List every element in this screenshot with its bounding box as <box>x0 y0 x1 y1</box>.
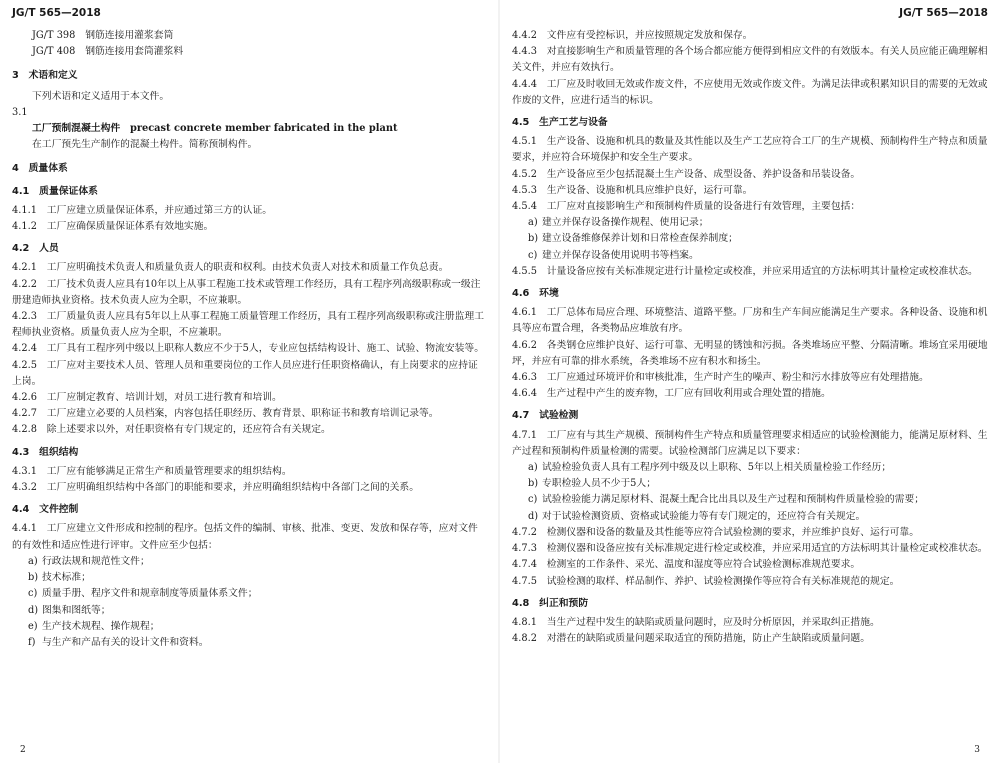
normative-ref: JG/T 408 钢筋连接用套筒灌浆料 <box>32 46 184 58</box>
paragraph: 4.7.3 检测仪器和设备应按有关标准规定进行检定或校准，并应采用适宜的方法标明其计量检定或校准状态。 <box>512 543 988 555</box>
paragraph: 4.6.1 工厂总体布局应合理、环境整洁、道路平整。厂房和生产车间应能满足生产要求。各种设备、设施和机具等应布置合理，各类物品应堆放有序。 <box>512 307 988 335</box>
list-text: 与生产和产品有关的设计文件和资料。 <box>42 636 209 648</box>
paragraph: 4.7.2 检测仪器和设备的数量及其性能等应符合试验检测的要求，并应维护良好、运行可靠。 <box>512 526 920 538</box>
list-letter: b) <box>528 233 539 245</box>
list-text: 建立设备维修保养计划和日常检查保养制度； <box>542 233 738 245</box>
paragraph: 4.5.1 生产设备、设施和机具的数量及其性能以及生产工艺应符合工厂的生产规模、预制构件生产特点和质量要求，并应符合环境保护和安全生产要求。 <box>512 136 988 164</box>
list-item <box>512 248 988 264</box>
section-heading-4-2: 4.2 人员 <box>12 243 59 255</box>
list-item <box>12 619 486 635</box>
paragraph: 4.2.3 工厂质量负责人应具有5年以上从事工程施工质量管理工作经历，具有工程序列高级职称或注册监理工程师执业资格。质量负责人应为全职，不应兼职。 <box>12 311 485 339</box>
paragraph: 下列术语和定义适用于本文件。 <box>32 90 170 102</box>
list-item <box>512 509 988 525</box>
paragraph: 4.5.5 计量设备应按有关标准规定进行计量检定或校准，并应采用适宜的方法标明其计量检定或校准状态。 <box>512 265 978 277</box>
list-text: 生产技术规程、操作规程； <box>42 620 160 632</box>
list-letter: b) <box>528 478 539 490</box>
normative-ref: JG/T 398 钢筋连接用灌浆套筒 <box>32 30 174 41</box>
paragraph: 4.2.5 工厂应对主要技术人员、管理人员和重要岗位的工作人员应进行任职资格确认，有上岗要求的应持证上岗。 <box>12 359 478 387</box>
list-text: 图集和图纸等； <box>42 604 111 616</box>
section-heading-4-5: 4.5 生产工艺与设备 <box>512 117 608 129</box>
right-header: JG/T 565—2018 <box>899 7 988 19</box>
paragraph: 4.8.2 对潜在的缺陷或质量问题采取适宜的预防措施，防止产生缺陷或质量问题。 <box>512 633 871 645</box>
paragraph: 4.8.1 当生产过程中发生的缺陷或质量问题时，应及时分析原因，并采取纠正措施。 <box>512 616 880 628</box>
section-heading-4-1: 4.1 质量保证体系 <box>12 185 98 197</box>
paragraph: 4.6.4 生产过程中产生的废弃物，工厂应有回收利用或合理处置的措施。 <box>512 388 831 400</box>
paragraph: 4.1.1 工厂应建立质量保证体系，并应通过第三方的认证。 <box>12 204 273 216</box>
section-heading-4-8: 4.8 纠正和预防 <box>512 597 589 609</box>
list-letter: b) <box>28 572 39 584</box>
paragraph: 4.3.1 工厂应有能够满足正常生产和质量管理要求的组织结构。 <box>12 465 292 477</box>
paragraph: 4.2.4 工厂具有工程序列中级以上职称人数应不少于5人，专业应包括结构设计、施工、试验、物流安装等。 <box>12 343 485 355</box>
paragraph: 4.4.1 工厂应建立文件形成和控制的程序。包括文件的编制、审核、批准、变更、发放和保存等，应对文件的有效性和适应性进行评审。文件应至少包括： <box>12 523 478 551</box>
term-definition: 在工厂预先生产制作的混凝土构件。简称预制构件。 <box>32 139 258 151</box>
paragraph: 4.7.5 试验检测的取样、样品制作、养护、试验检测操作等应符合有关标准规范的规定。 <box>512 575 900 587</box>
list-letter: f) <box>28 636 36 648</box>
left-page-number: 2 <box>20 745 26 755</box>
section-heading-4-3: 4.3 组织结构 <box>12 446 79 458</box>
list-text: 建立并保存设备操作规程、使用记录； <box>542 217 709 229</box>
list-item <box>12 570 486 586</box>
paragraph: 4.2.6 工厂应制定教育、培训计划，对员工进行教育和培训。 <box>12 392 282 404</box>
list-item <box>512 231 988 247</box>
list-letter: a) <box>28 555 38 567</box>
paragraph: 4.7.4 检测室的工作条件、采光、温度和湿度等应符合试验检测标准规范要求。 <box>512 559 861 571</box>
section-heading-4: 4 质量体系 <box>12 163 68 175</box>
section-heading-3: 3 术语和定义 <box>12 70 78 82</box>
list-text: 行政法规和规范性文件； <box>42 555 150 567</box>
paragraph: 4.4.2 文件应有受控标识，并应按照规定发放和保存。 <box>512 30 753 41</box>
paragraph: 4.2.1 工厂应明确技术负责人和质量负责人的职责和权利。由技术负责人对技术和质量工作负总责。 <box>12 262 449 274</box>
list-letter: c) <box>28 588 38 600</box>
list-text: 技术标准； <box>42 572 91 584</box>
paragraph: 4.1.2 工厂应确保质量保证体系有效地实施。 <box>12 221 214 233</box>
list-item <box>12 603 486 619</box>
list-text: 试验检验能力满足原材料、混凝土配合比出具以及生产过程和预制构件质量检验的需要； <box>542 494 925 506</box>
list-item <box>12 586 486 602</box>
paragraph: 4.6.2 各类钢仓应维护良好、运行可靠、无明显的锈蚀和污损。各类堆场应平整、分隔清晰。堆场宜采用硬地坪，并应有可靠的排水系统，各类堆场不应有积水和扬尘。 <box>512 339 988 367</box>
section-heading-4-6: 4.6 环境 <box>512 288 559 300</box>
list-letter: e) <box>28 620 38 632</box>
list-letter: c) <box>528 249 538 261</box>
list-item <box>512 492 988 508</box>
list-letter: a) <box>528 217 538 229</box>
list-letter: c) <box>528 494 538 506</box>
list-text: 建立并保存设备使用说明书等档案。 <box>542 249 699 261</box>
list-letter: d) <box>28 604 39 616</box>
list-item <box>12 635 486 651</box>
list-text: 专职检验人员不少于5人； <box>542 478 656 490</box>
paragraph: 4.2.7 工厂应建立必要的人员档案，内容包括任职经历、教育背景、职称证书和教育培训记录等。 <box>12 408 439 420</box>
paragraph: 4.7.1 工厂应有与其生产规模、预制构件生产特点和质量管理要求相适应的试验检测能力，能满足原材料、生产过程和预制构件质量检测的需要。试验检测部门应满足以下要求： <box>512 429 988 457</box>
paragraph: 4.5.2 生产设备应至少包括混凝土生产设备、成型设备、养护设备和吊装设备。 <box>512 168 861 180</box>
list-text: 对于试验检测资质、资格或试验能力等有专门规定的，还应符合有关规定。 <box>542 510 866 522</box>
section-heading-4-4: 4.4 文件控制 <box>12 504 79 516</box>
list-item <box>12 554 486 570</box>
list-letter: a) <box>528 462 538 474</box>
list-item <box>512 476 988 492</box>
list-letter: d) <box>528 510 539 522</box>
paragraph: 4.5.4 工厂应对直接影响生产和预制构件质量的设备进行有效管理，主要包括： <box>512 201 861 213</box>
list-text: 质量手册、程序文件和规章制度等质量体系文件； <box>42 588 258 600</box>
list-item <box>512 215 988 231</box>
list-item <box>512 460 988 476</box>
paragraph: 4.4.3 对直接影响生产和质量管理的各个场合都应能方便得到相应文件的有效版本。有关人员应能正确理解相关文件，并应有效执行。 <box>512 46 988 74</box>
section-heading-4-7: 4.7 试验检测 <box>512 410 579 422</box>
paragraph: 4.6.3 工厂应通过环境评价和审核批准，生产时产生的噪声、粉尘和污水排放等应有处理措施。 <box>512 372 929 384</box>
paragraph: 4.2.2 工厂技术负责人应具有10年以上从事工程施工技术或管理工作经历，具有工程序列高级职称或一级注册建造师执业资格。技术负责人应为全职，不应兼职。 <box>12 278 481 306</box>
term-number: 3.1 <box>12 106 28 118</box>
list-text: 试验检验负责人具有工程序列中级及以上职称、5年以上相关质量检验工作经历； <box>542 462 892 474</box>
right-content <box>512 28 988 647</box>
paragraph: 4.4.4 工厂应及时收回无效或作废文件，不应使用无效或作废文件。为满足法律或积累知识目的需要的无效或作废的文件，应进行适当的标识。 <box>512 78 988 106</box>
right-page-number: 3 <box>974 745 980 755</box>
left-header: JG/T 565—2018 <box>12 7 101 19</box>
paragraph: 4.5.3 生产设备、设施和机具应维护良好，运行可靠。 <box>512 184 753 196</box>
left-content <box>12 28 486 651</box>
paragraph: 4.2.8 除上述要求以外，对任职资格有专门规定的，还应符合有关规定。 <box>12 424 331 436</box>
right-page <box>500 0 1000 763</box>
term-title: 工厂预制混凝土构件 precast concrete member fabricated in the plant <box>32 123 398 135</box>
paragraph: 4.3.2 工厂应明确组织结构中各部门的职能和要求，并应明确组织结构中各部门之间的关系。 <box>12 482 420 494</box>
